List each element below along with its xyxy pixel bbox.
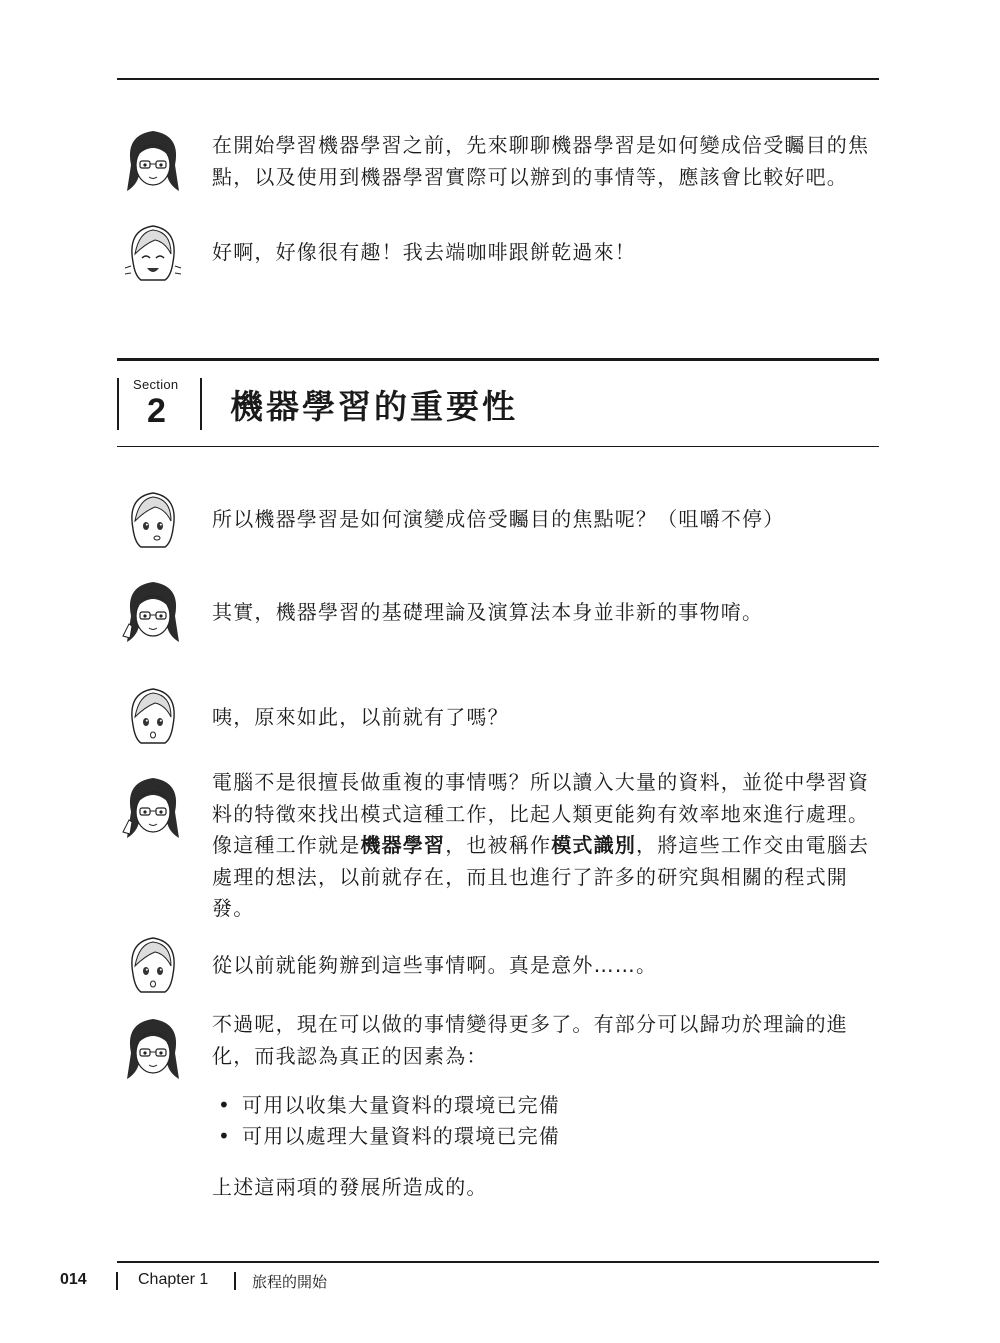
teacher-line-2-part-3: ，也被稱作	[445, 833, 552, 857]
teacher-avatar	[121, 1013, 185, 1089]
footer-rule	[117, 1261, 879, 1263]
teacher-avatar	[121, 576, 185, 652]
section-label: Section	[133, 377, 179, 392]
section-bar-left	[117, 378, 119, 430]
student-avatar	[121, 930, 185, 1006]
footer-separator	[116, 1272, 118, 1290]
footer-chapter: Chapter 1	[138, 1271, 209, 1288]
term-pattern-recognition: 模式識別	[551, 833, 637, 857]
list-item: • 可用以處理大量資料的環境已完備	[216, 1121, 560, 1152]
teacher-line-2-part-1: 電腦不是很擅長做重複的事情嗎？所以讀入大量的資料，並從中學習資料的特徵來找出模式這種工作，比起人類更能夠有效率地來進行處理。像這種工作就是	[212, 770, 870, 857]
student-line-3: 從以前就能夠辦到這些事情啊。真是意外……。	[212, 953, 658, 977]
teacher-pointing-face-icon	[121, 772, 185, 848]
section-bottom-rule	[117, 446, 879, 447]
intro-student-line: 好啊，好像很有趣！我去端咖啡跟餅乾過來！	[212, 240, 636, 264]
closing-line: 上述這兩項的發展所造成的。	[212, 1175, 488, 1199]
teacher-avatar	[121, 772, 185, 848]
footer-separator	[234, 1272, 236, 1290]
teacher-line-1: 其實，機器學習的基礎理論及演算法本身並非新的事物唷。	[212, 600, 764, 624]
student-avatar	[121, 485, 185, 561]
page-number: 014	[60, 1271, 87, 1288]
teacher-face-icon	[121, 1013, 185, 1089]
student-laughing-face-icon	[121, 218, 185, 294]
section-number: 2	[147, 392, 166, 430]
factor-list	[216, 1090, 560, 1152]
footer-chapter-title: 旅程的開始	[252, 1274, 328, 1291]
student-avatar	[121, 681, 185, 757]
teacher-face-icon	[121, 125, 185, 201]
student-line-1: 所以機器學習是如何演變成倍受矚目的焦點呢？（咀嚼不停）	[212, 507, 785, 531]
list-item: • 可用以收集大量資料的環境已完備	[216, 1090, 560, 1121]
student-surprised-face-icon	[121, 681, 185, 757]
student-surprised-face-icon	[121, 930, 185, 1006]
teacher-line-3: 不過呢，現在可以做的事情變得更多了。有部分可以歸功於理論的進化，而我認為真正的因素為：	[212, 1012, 848, 1068]
section-top-rule	[117, 358, 879, 361]
teacher-line-2-part-5: ，將這些工作交由電腦去處理的想法，以前就存在，而且也進行了許多的研究與相關的程式開發。	[212, 833, 870, 920]
term-machine-learning: 機器學習	[360, 833, 446, 857]
teacher-pointing-face-icon	[121, 576, 185, 652]
section-title: 機器學習的重要性	[230, 387, 518, 426]
student-avatar	[121, 218, 185, 294]
top-rule	[117, 78, 879, 80]
teacher-line-2	[212, 767, 882, 925]
student-chewing-face-icon	[121, 485, 185, 561]
teacher-avatar	[121, 125, 185, 201]
student-line-2: 咦，原來如此，以前就有了嗎？	[212, 705, 509, 729]
intro-teacher-line: 在開始學習機器學習之前，先來聊聊機器學習是如何變成倍受矚目的焦點，以及使用到機器學習實際可以辦到的事情等，應該會比較好吧。	[212, 133, 870, 189]
section-bar-divider	[200, 378, 202, 430]
